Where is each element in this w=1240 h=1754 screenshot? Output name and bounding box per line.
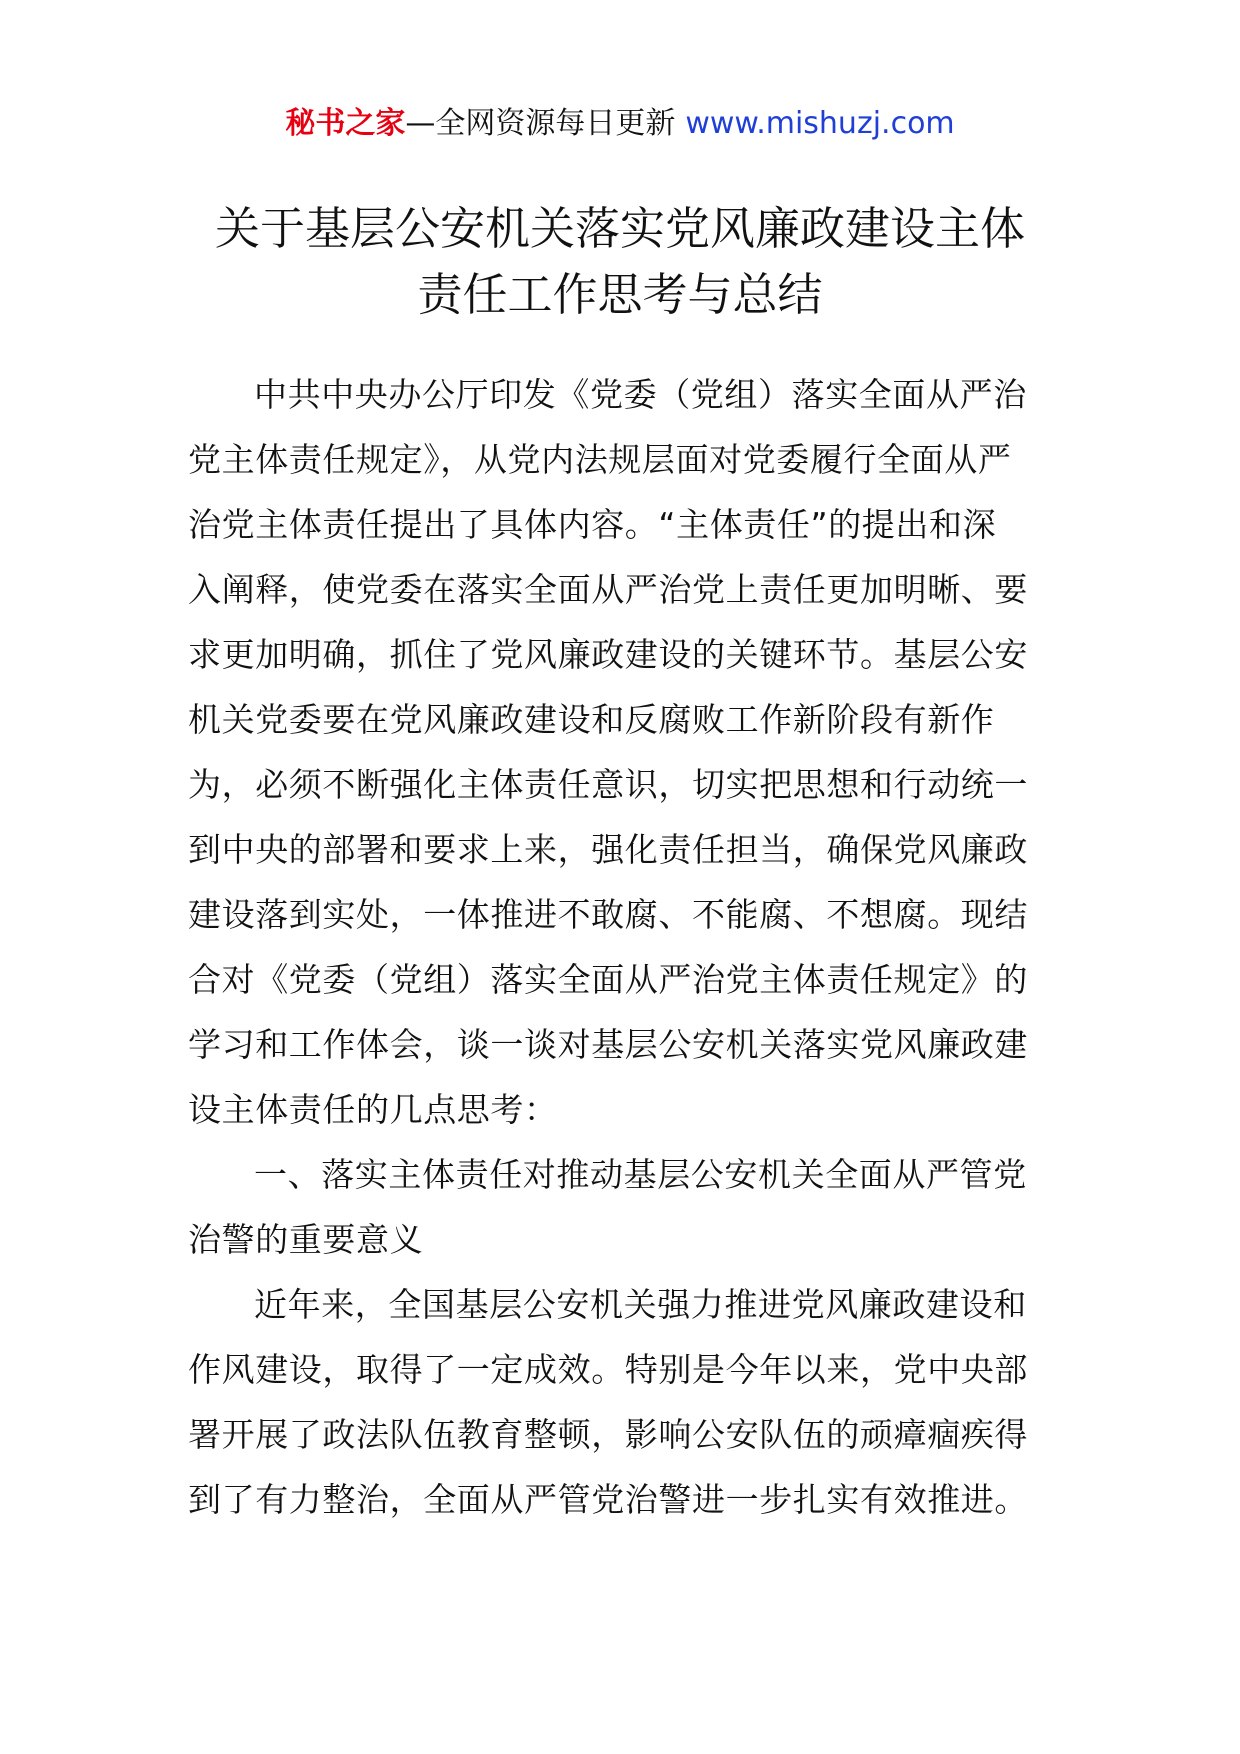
document-title-line: 关于基层公安机关落实党风廉政建设主体 <box>214 202 1025 255</box>
document-title <box>160 196 1080 328</box>
body-line: 到中央的部署和要求上来，强化责任担当，确保党风廉政 <box>188 830 1028 869</box>
header-banner <box>0 100 1240 148</box>
header-slogan: —全网资源每日更新 <box>405 106 676 141</box>
body-line: 求更加明确，抓住了党风廉政建设的关键环节。基层公安 <box>188 635 1028 674</box>
body-line: 设主体责任的几点思考： <box>188 1090 558 1129</box>
body-line: 署开展了政法队伍教育整顿，影响公安队伍的顽瘴痼疾得 <box>188 1415 1028 1454</box>
body-line: 近年来，全国基层公安机关强力推进党风廉政建设和 <box>254 1285 1027 1324</box>
body-line: 到了有力整治，全面从严管党治警进一步扎实有效推进。 <box>188 1480 1028 1519</box>
body-line: 学习和工作体会，谈一谈对基层公安机关落实党风廉政建 <box>188 1025 1028 1064</box>
body-line: 合对《党委（党组）落实全面从严治党主体责任规定》的 <box>188 960 1028 999</box>
document-body <box>188 362 1058 1532</box>
body-line: 治党主体责任提出了具体内容。“主体责任”的提出和深 <box>188 505 997 544</box>
body-line: 建设落到实处，一体推进不敢腐、不能腐、不想腐。现结 <box>188 895 1028 934</box>
section-heading: 治警的重要意义 <box>188 1220 424 1259</box>
body-line: 为，必须不断强化主体责任意识，切实把思想和行动统一 <box>188 765 1028 804</box>
body-line: 党主体责任规定》，从党内法规层面对党委履行全面从严 <box>188 440 1012 479</box>
document-title-line: 责任工作思考与总结 <box>417 268 823 321</box>
body-line: 作风建设，取得了一定成效。特别是今年以来，党中央部 <box>188 1350 1028 1389</box>
body-line: 中共中央办公厅印发《党委（党组）落实全面从严治 <box>254 375 1027 414</box>
body-line: 入阐释，使党委在落实全面从严治党上责任更加明晰、要 <box>188 570 1028 609</box>
brand-name: 秘书之家 <box>285 106 406 141</box>
section-heading: 一、落实主体责任对推动基层公安机关全面从严管党 <box>254 1155 1027 1194</box>
site-url-link[interactable]: www.mishuzj.com <box>685 106 955 141</box>
body-line: 机关党委要在党风廉政建设和反腐败工作新阶段有新作 <box>188 700 995 739</box>
